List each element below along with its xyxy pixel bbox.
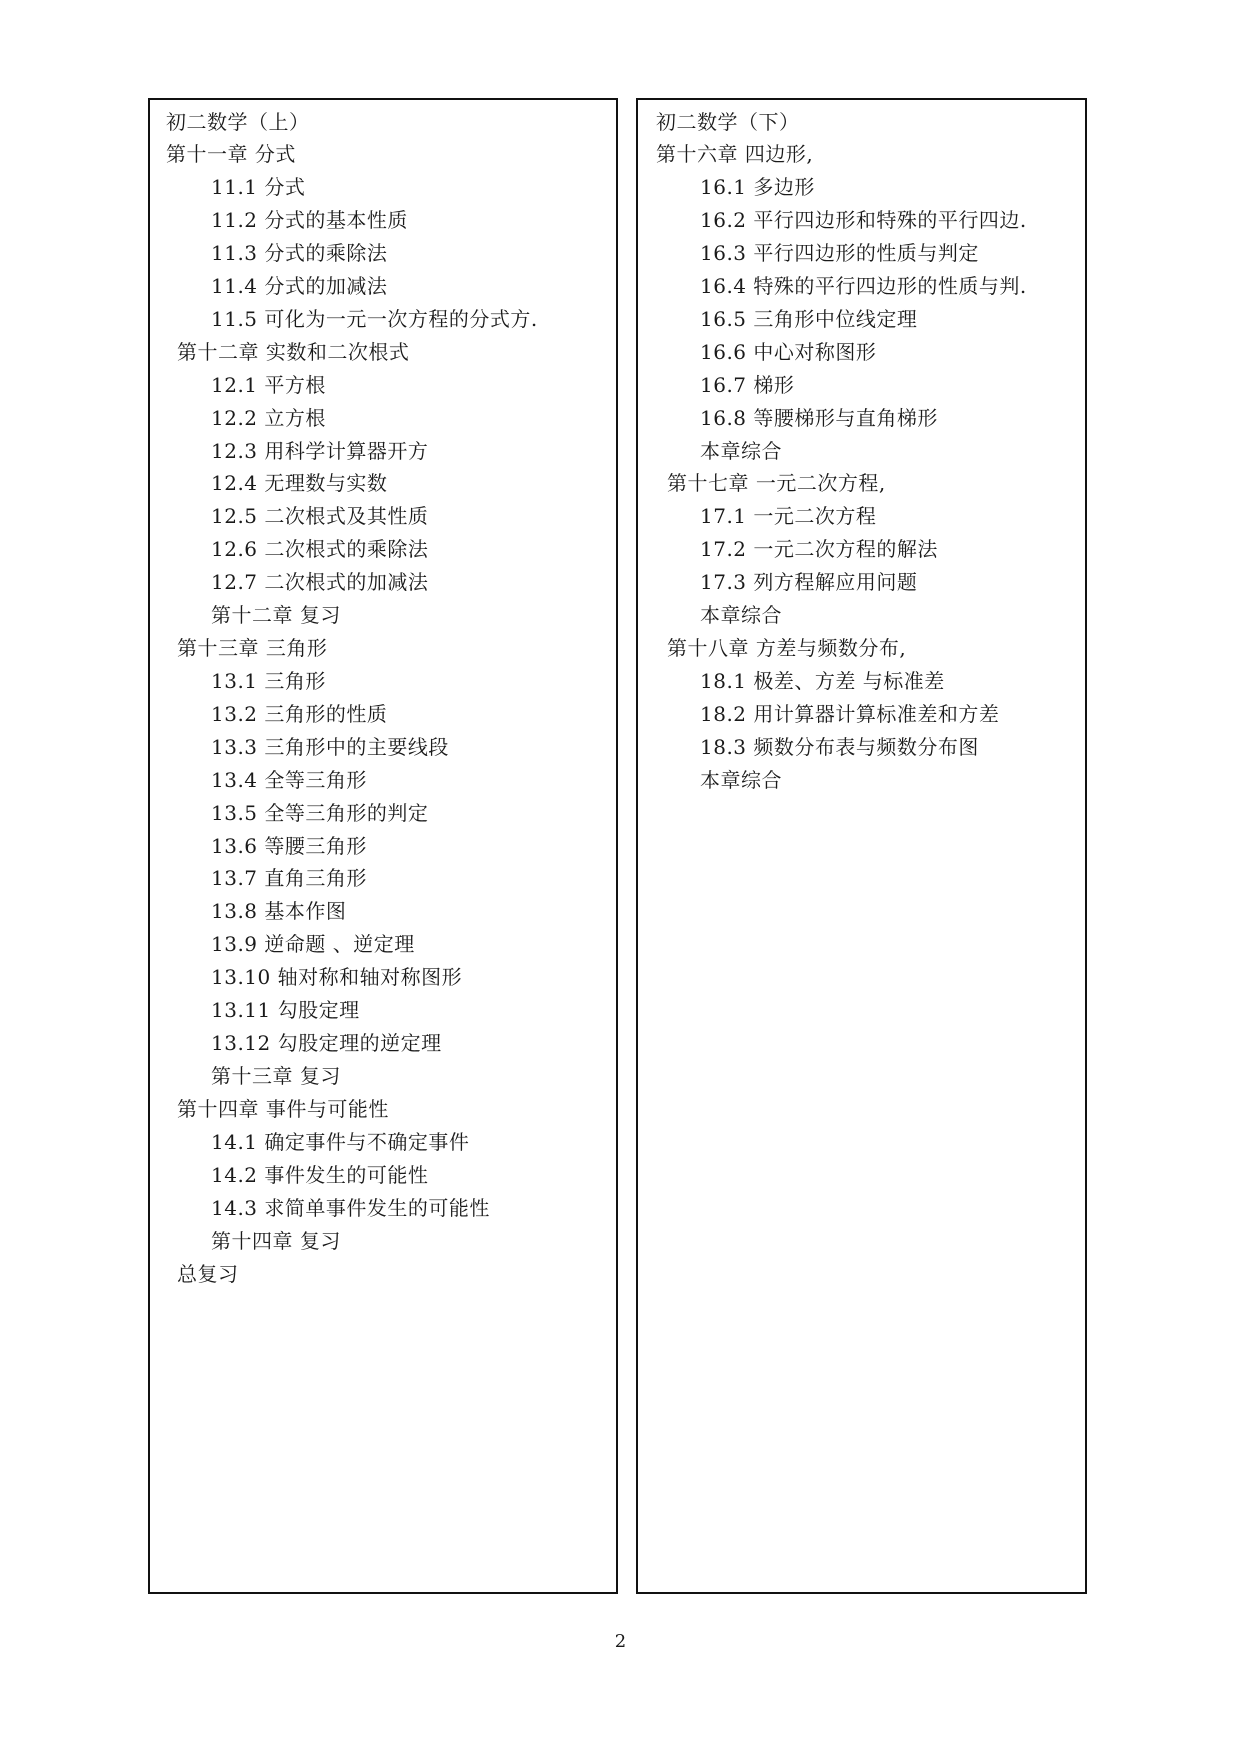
chapter-heading: 第十八章 方差与频数分布,: [667, 636, 907, 660]
section-item: 13.11 勾股定理: [211, 998, 360, 1022]
chapter-summary: 本章综合: [700, 439, 782, 463]
section-item: 16.1 多边形: [700, 175, 815, 199]
chapter-heading: 第十七章 一元二次方程,: [667, 471, 886, 495]
section-item: 13.12 勾股定理的逆定理: [211, 1031, 442, 1055]
section-item: 12.2 立方根: [211, 406, 326, 430]
general-review: 总复习: [177, 1262, 239, 1286]
page-number: 2: [614, 1631, 627, 1652]
section-item: 16.8 等腰梯形与直角梯形: [700, 406, 938, 430]
section-item: 13.6 等腰三角形: [211, 834, 367, 858]
section-item: 11.5 可化为一元一次方程的分式方.: [211, 307, 538, 331]
section-item: 13.10 轴对称和轴对称图形: [211, 965, 463, 989]
section-item: 14.1 确定事件与不确定事件: [211, 1130, 470, 1154]
chapter-heading: 第十二章 实数和二次根式: [177, 340, 410, 364]
section-item: 11.3 分式的乘除法: [211, 241, 388, 265]
section-item: 18.3 频数分布表与频数分布图: [700, 735, 979, 759]
chapter-summary: 本章综合: [700, 768, 782, 792]
section-item: 12.3 用科学计算器开方: [211, 439, 429, 463]
chapter-heading: 第十一章 分式: [166, 142, 296, 166]
section-item: 16.4 特殊的平行四边形的性质与判.: [700, 274, 1027, 298]
section-item: 12.4 无理数与实数: [211, 471, 388, 495]
section-item: 11.2 分式的基本性质: [211, 208, 408, 232]
section-item: 14.3 求简单事件发生的可能性: [211, 1196, 490, 1220]
section-item: 16.2 平行四边形和特殊的平行四边.: [700, 208, 1027, 232]
section-item: 12.1 平方根: [211, 373, 326, 397]
section-item: 13.1 三角形: [211, 669, 326, 693]
section-item: 17.2 一元二次方程的解法: [700, 537, 938, 561]
section-item: 18.1 极差、方差 与标准差: [700, 669, 945, 693]
section-item: 13.3 三角形中的主要线段: [211, 735, 449, 759]
section-item: 13.5 全等三角形的判定: [211, 801, 429, 825]
section-item: 18.2 用计算器计算标准差和方差: [700, 702, 1000, 726]
section-item: 13.7 直角三角形: [211, 866, 367, 890]
section-item: 13.9 逆命题 、逆定理: [211, 932, 415, 956]
chapter-review: 第十四章 复习: [211, 1229, 341, 1253]
section-item: 12.7 二次根式的加减法: [211, 570, 429, 594]
chapter-review: 第十三章 复习: [211, 1064, 341, 1088]
section-item: 16.5 三角形中位线定理: [700, 307, 918, 331]
section-item: 16.3 平行四边形的性质与判定: [700, 241, 979, 265]
section-item: 13.8 基本作图: [211, 899, 347, 923]
section-item: 17.1 一元二次方程: [700, 504, 877, 528]
section-item: 12.6 二次根式的乘除法: [211, 537, 429, 561]
chapter-heading: 第十六章 四边形,: [656, 142, 814, 166]
chapter-heading: 第十四章 事件与可能性: [177, 1097, 389, 1121]
section-item: 16.6 中心对称图形: [700, 340, 877, 364]
chapter-summary: 本章综合: [700, 603, 782, 627]
section-item: 14.2 事件发生的可能性: [211, 1163, 429, 1187]
section-item: 16.7 梯形: [700, 373, 795, 397]
section-item: 13.2 三角形的性质: [211, 702, 388, 726]
section-item: 12.5 二次根式及其性质: [211, 504, 429, 528]
section-item: 11.1 分式: [211, 175, 306, 199]
section-item: 17.3 列方程解应用问题: [700, 570, 918, 594]
section-item: 11.4 分式的加减法: [211, 274, 388, 298]
left-column-title: 初二数学（上）: [166, 110, 310, 134]
right-column-title: 初二数学（下）: [656, 110, 800, 134]
chapter-heading: 第十三章 三角形: [177, 636, 328, 660]
section-item: 13.4 全等三角形: [211, 768, 367, 792]
chapter-review: 第十二章 复习: [211, 603, 341, 627]
